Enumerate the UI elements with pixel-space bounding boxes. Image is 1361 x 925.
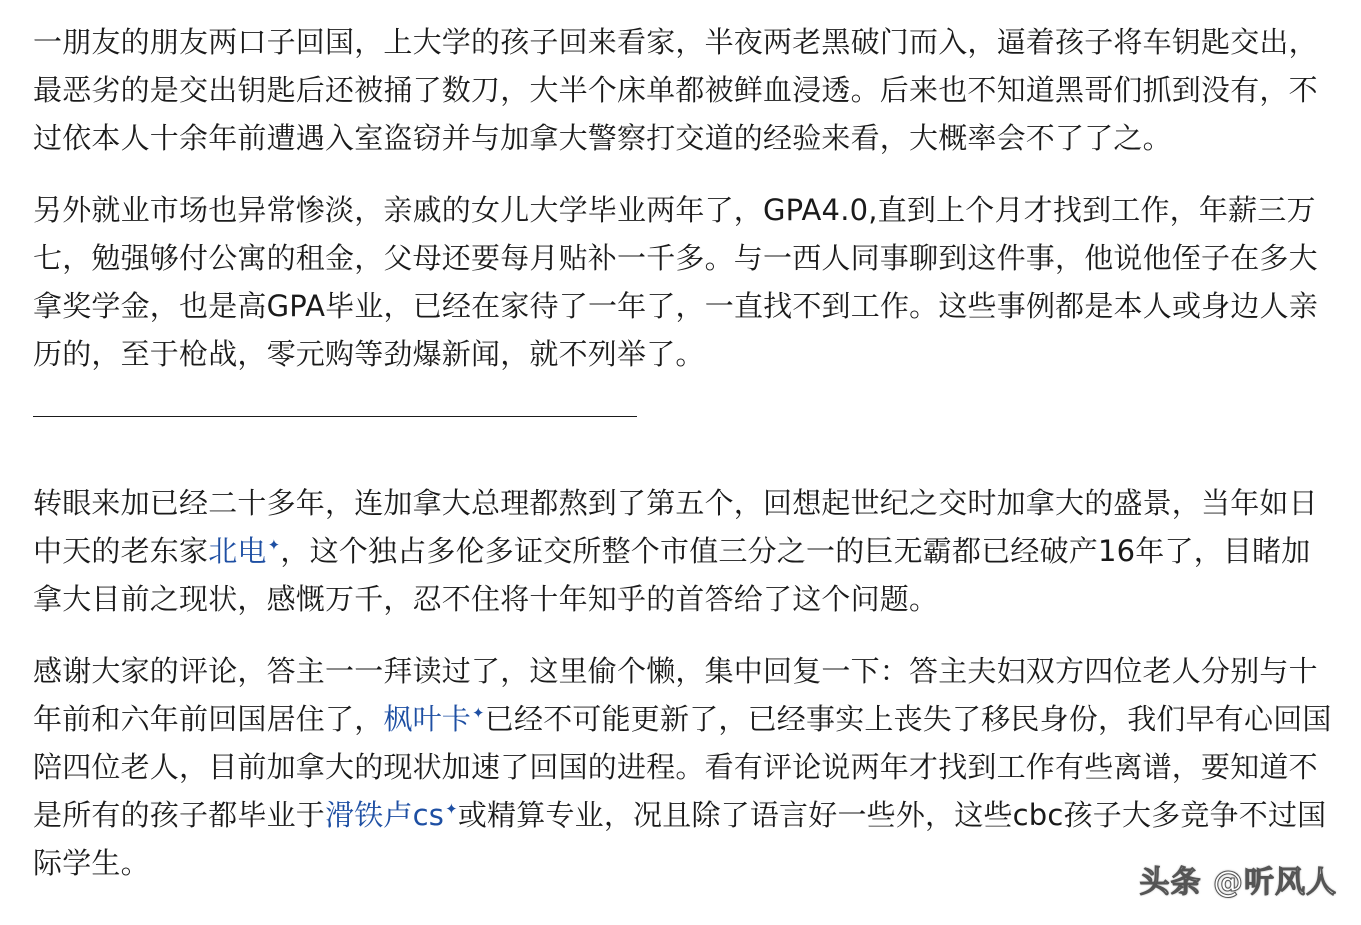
paragraph-3 [33,479,1333,623]
paragraph-3-text-after: ，这个独占多伦多证交所整个市值三分之一的巨无霸都已经破产16年了，目睹加拿大目前之现状，感慨万千，忍不住将十年知乎的首答给了这个问题。 [33,534,1311,616]
article-body [33,18,1333,911]
sparkle-icon: ✦ [445,800,458,819]
link-waterloo-cs-label[interactable]: 滑铁卢cs [325,798,445,832]
paragraph-4-text-2: 已经不可能更新了，已经事实上丧失了移民身份，我们早有心回国陪四位老人，目前加拿大的现状加速了回国的进程。看有评论说两年才找到工作有些离谱，要知道不是所有的孩子都毕业于 [33,702,1332,832]
sparkle-icon: ✦ [472,704,485,723]
link-maple-leaf-card-label[interactable]: 枫叶卡 [383,702,472,736]
paragraph-2: 另外就业市场也异常惨淡，亲戚的女儿大学毕业两年了，GPA4.0,直到上个月才找到工作，年薪三万七，勉强够付公寓的租金，父母还要每月贴补一千多。与一西人同事聊到这件事，他说他侄子在多大拿奖学金，也是高GPA毕业，已经在家待了一年了，一直找不到工作。这些事例都是本人或身边人亲历的，至于枪战，零元购等劲爆新闻，就不列举了。 [33,193,1318,371]
paragraph-4-text-1: 感谢大家的评论，答主一一拜读过了，这里偷个懒，集中回复一下：答主夫妇双方四位老人分别与十年前和六年前回国居住了， [33,654,1318,736]
sparkle-icon: ✦ [267,536,281,555]
watermark: 头条 @听风人 [1139,865,1337,900]
divider-line [33,416,637,417]
link-nortel[interactable] [208,534,280,568]
paragraph-4 [33,647,1333,887]
paragraph-4-text-3: 或精算专业，况且除了语言好一些外，这些cbc孩子大多竞争不过国际学生。 [33,798,1327,880]
paragraph-1: 一朋友的朋友两口子回国，上大学的孩子回来看家，半夜两老黑破门而入，逼着孩子将车钥匙交出，最恶劣的是交出钥匙后还被捅了数刀，大半个床单都被鲜血浸透。后来也不知道黑哥们抓到没有，不过依本人十余年前遭遇入室盗窃并与加拿大警察打交道的经验来看，大概率会不了了之。 [33,25,1318,155]
link-maple-leaf-card[interactable] [383,702,484,736]
link-nortel-label[interactable]: 北电 [208,534,267,568]
paragraph-3-text-before: 转眼来加已经二十多年，连加拿大总理都熬到了第五个，回想起世纪之交时加拿大的盛景，当年如日中天的老东家 [33,486,1318,568]
link-waterloo-cs[interactable] [325,798,458,832]
